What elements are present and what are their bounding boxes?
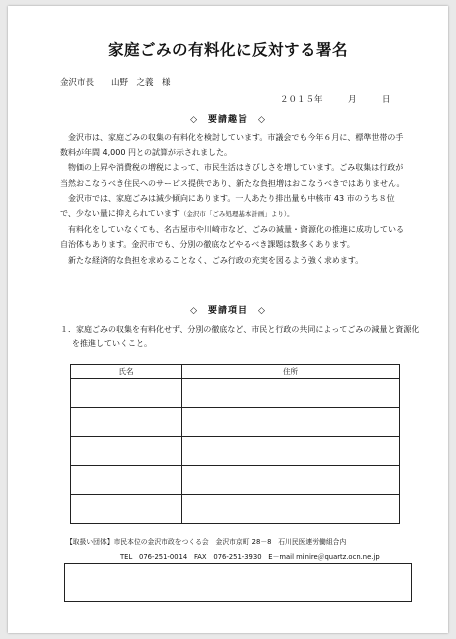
request-items-label: 要請項目 bbox=[207, 306, 248, 316]
body-paragraph: 新たな経済的な負担を求めることなく、ごみ行政の充実を図るよう強く求めます。 bbox=[68, 255, 364, 265]
table-row bbox=[71, 466, 400, 495]
table-row bbox=[71, 495, 400, 524]
diamond-icon: ◇ bbox=[258, 306, 266, 316]
petition-page bbox=[8, 6, 448, 633]
addressee: 金沢市長 山野 之義 様 bbox=[60, 78, 171, 88]
address-column-header: 住所 bbox=[182, 365, 400, 379]
signature-table bbox=[70, 364, 400, 524]
name-cell[interactable] bbox=[71, 466, 182, 495]
signature-table-header bbox=[71, 365, 400, 379]
body-paragraph: 物価の上昇や消費税の増税によって、市民生活はきびしさを増しています。ごみ収集は行政が当然おこなうべき住民へのサービス提供であり、新たな負担増はおこなうべきではありません。 bbox=[60, 163, 405, 188]
body-paragraph-main: 金沢市では、家庭ごみは減少傾向にあります。一人あたり排出量も中核市 43 市のうち８位で、少ない量に抑えられています bbox=[60, 193, 395, 219]
name-cell[interactable] bbox=[71, 437, 182, 466]
address-cell[interactable] bbox=[182, 408, 400, 437]
contact-line: TEL 076-251-0014 FAX 076-251-3930 E－mail minire＠quartz.ocn.ne.jp bbox=[120, 553, 380, 561]
organizer-line: 【取扱い団体】市民本位の金沢市政をつくる会 金沢市京町 28－8 石川民医連労働組合内 bbox=[66, 538, 347, 546]
diamond-icon: ◇ bbox=[258, 115, 266, 125]
request-item-1: １．家庭ごみの収集を有料化せず、分別の徹底など、市民と行政の共同によってごみの減量と資源化を推進していくこと。 bbox=[60, 325, 420, 348]
request-purpose-body bbox=[60, 130, 408, 268]
diamond-icon: ◇ bbox=[190, 115, 198, 125]
address-cell[interactable] bbox=[182, 466, 400, 495]
body-paragraph: 金沢市は、家庭ごみの収集の有料化を検討しています。市議会でも今年６月に、標準世帯の手数料が年間 4,000 円との試算が示されました。 bbox=[60, 133, 404, 158]
table-row bbox=[71, 437, 400, 466]
name-cell[interactable] bbox=[71, 408, 182, 437]
address-cell[interactable] bbox=[182, 495, 400, 524]
table-row bbox=[71, 408, 400, 437]
name-cell[interactable] bbox=[71, 379, 182, 408]
name-column-header: 氏名 bbox=[71, 365, 182, 379]
request-items-heading bbox=[8, 303, 448, 316]
date-line: ２０１５年 月 日 bbox=[280, 95, 391, 105]
body-paragraph: 有料化をしていなくても、名古屋市や川崎市など、ごみの減量・資源化の推進に成功している自治体もあります。金沢市でも、分別の徹底などやるべき課題は数多くあります。 bbox=[60, 225, 404, 250]
address-cell[interactable] bbox=[182, 379, 400, 408]
table-row bbox=[71, 379, 400, 408]
diamond-icon: ◇ bbox=[190, 306, 198, 316]
source-note: （金沢市「ごみ処理基本計画」より）。 bbox=[179, 210, 294, 219]
request-purpose-heading bbox=[8, 112, 448, 125]
body-paragraph bbox=[60, 191, 408, 222]
address-cell[interactable] bbox=[182, 437, 400, 466]
petition-title: 家庭ごみの有料化に反対する署名 bbox=[107, 41, 348, 59]
request-purpose-label: 要請趣旨 bbox=[207, 115, 248, 125]
name-cell[interactable] bbox=[71, 495, 182, 524]
notes-box bbox=[64, 563, 412, 602]
